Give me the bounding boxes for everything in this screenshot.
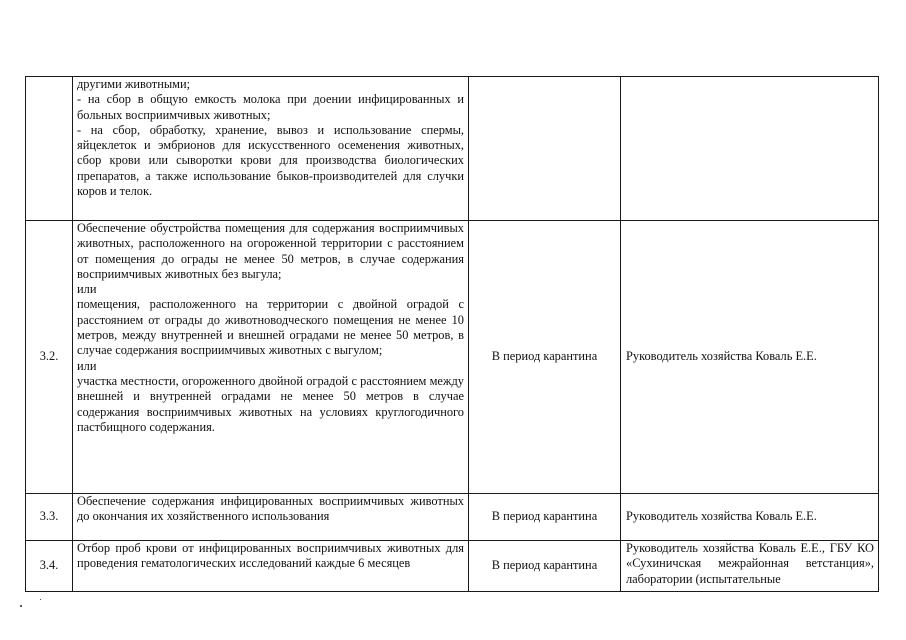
row-number-cell: 3.3. xyxy=(26,494,73,541)
scan-speck xyxy=(20,605,22,607)
deadline-cell xyxy=(469,77,621,221)
table-row xyxy=(26,77,879,221)
table-row xyxy=(26,221,879,494)
row-number-cell: 3.4. xyxy=(26,541,73,592)
measures-table xyxy=(25,76,879,592)
responsible-cell: Руководитель хозяйства Коваль Е.Е. xyxy=(621,494,879,541)
measure-description-cell xyxy=(73,221,469,494)
measure-text: участка местности, огороженного двойной оградой с расстоянием между внешней и внутренней оградами не менее 50 метров в случае содержания восприимчивых животных на условиях круглогодичного пастбищного содержания. xyxy=(77,373,464,434)
table-row xyxy=(26,541,879,592)
scan-speck xyxy=(40,599,41,600)
measure-text: - на сбор, обработку, хранение, вывоз и использование спермы, яйцеклеток и эмбрионов для искусственного осеменения животных, сбор крови или сыворотки крови для производства биологических препаратов, а также использование быков-производителей для случки коров и телок. xyxy=(77,122,464,199)
measure-description-cell xyxy=(73,77,469,221)
deadline-cell: В период карантина xyxy=(469,541,621,592)
row-number-cell: 3.2. xyxy=(26,221,73,494)
row-number-cell xyxy=(26,77,73,221)
deadline-cell: В период карантина xyxy=(469,221,621,494)
measure-text: Обеспечение обустройства помещения для содержания восприимчивых животных, расположенного на огороженной территории с расстоянием от помещения до ограды не менее 50 метров, в случае содержания восприимчивых животных без выгула; xyxy=(77,221,464,281)
measure-description-cell xyxy=(73,541,469,592)
measure-text: или xyxy=(77,358,97,373)
responsible-cell xyxy=(621,77,879,221)
measure-text: или xyxy=(77,282,97,297)
deadline-cell: В период карантина xyxy=(469,494,621,541)
measure-text: Обеспечение содержания инфицированных восприимчивых животных до окончания их хозяйственного использования xyxy=(77,494,464,524)
measure-description-cell xyxy=(73,494,469,541)
table-row xyxy=(26,494,879,541)
measure-text: Отбор проб крови от инфицированных восприимчивых животных для проведения гематологических исследований каждые 6 месяцев xyxy=(77,541,464,571)
measure-text: - на сбор в общую емкость молока при доении инфицированных и больных восприимчивых животных; xyxy=(77,92,464,122)
responsible-cell: Руководитель хозяйства Коваль Е.Е., ГБУ КО «Сухиничская межрайонная ветстанция», лаборатории (испытательные xyxy=(621,541,879,592)
measure-text: помещения, расположенного на территории с двойной оградой с расстоянием от ограды до животноводческого помещения не менее 10 метров, между внутренней и внешней оградами не менее 50 метров, в случае содержания восприимчивых животных с выгулом; xyxy=(77,297,464,358)
responsible-cell: Руководитель хозяйства Коваль Е.Е. xyxy=(621,221,879,494)
measure-text: другими животными; xyxy=(77,77,191,91)
